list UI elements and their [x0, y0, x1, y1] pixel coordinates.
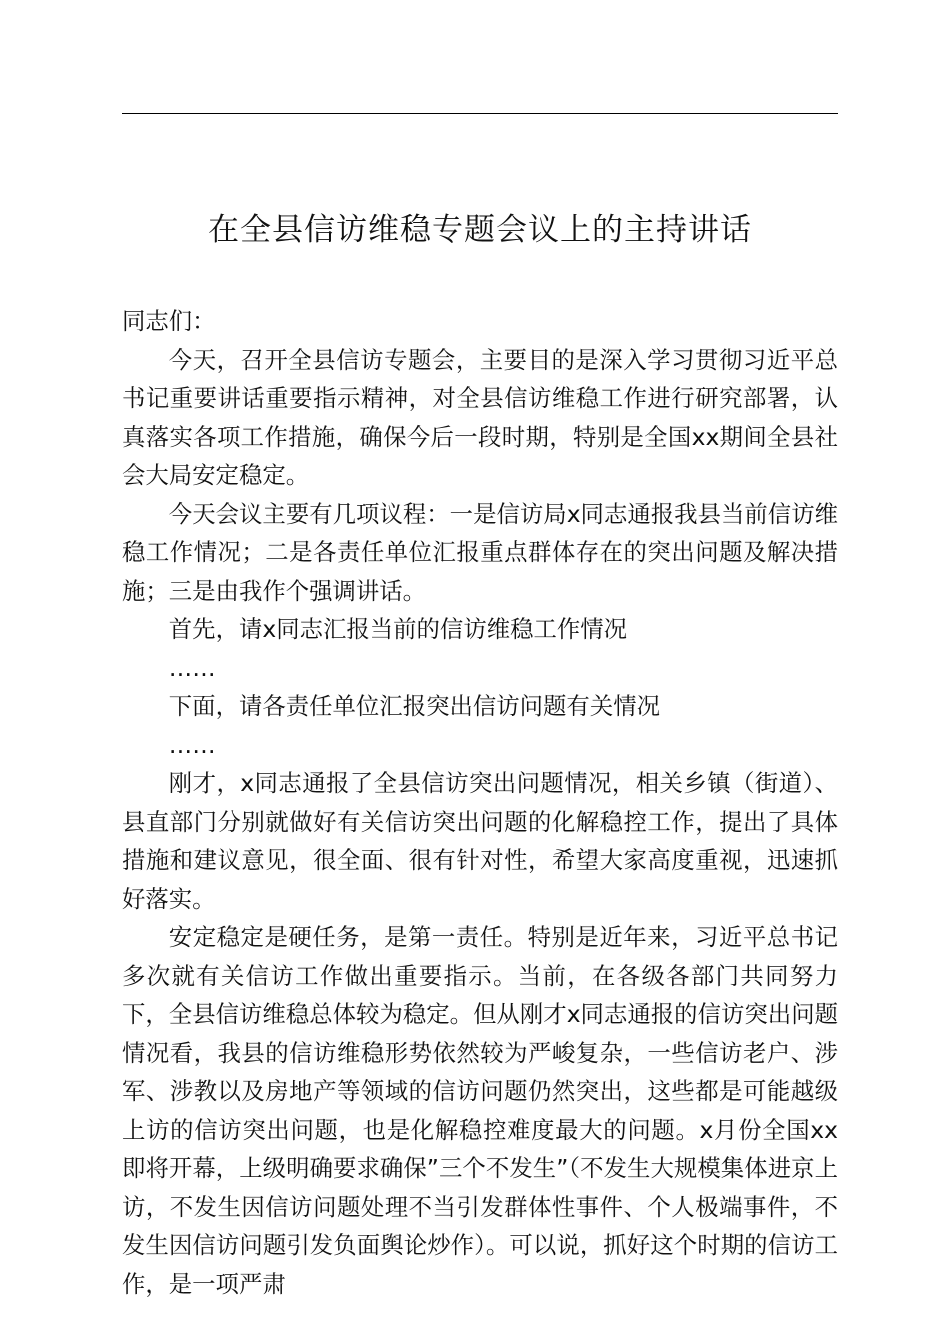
- document-title: 在全县信访维稳专题会议上的主持讲话: [208, 212, 752, 248]
- paragraph-stability: 安定稳定是硬任务，是第一责任。特别是近年来，习近平总书记多次就有关信访工作做出重要指示。当前，在各级各部门共同努力下，全县信访维稳总体较为稳定。但从刚才x同志通报的信访突出问题情况看，我县的信访维稳形势依然较为严峻复杂，一些信访老户、涉军、涉教以及房地产等领域的信访问题仍然突出，这些都是可能越级上访的信访突出问题，也是化解稳控难度最大的问题。x月份全国xx即将开幕，上级明确要求确保”三个不发生”（不发生大规模集体进京上访，不发生因信访问题处理不当引发群体性事件、个人极端事件，不发生因信访问题引发负面舆论炒作）。可以说，抓好这个时期的信访工作，是一项严肃: [122, 923, 838, 1298]
- paragraph-unit-reports: 下面，请各责任单位汇报突出信访问题有关情况: [168, 692, 660, 720]
- header-rule: [122, 113, 838, 114]
- document-body: [122, 302, 838, 1303]
- paragraph-ellipsis: ……: [168, 730, 216, 759]
- paragraph-summary: 刚才，x同志通报了全县信访突出问题情况，相关乡镇（街道）、县直部门分别就做好有关信访突出问题的化解稳控工作，提出了具体措施和建议意见，很全面、很有针对性，希望大家高度重视，迅速抓好落实。: [122, 769, 838, 913]
- paragraph-agenda: 今天会议主要有几项议程：一是信访局x同志通报我县当前信访维稳工作情况；二是各责任单位汇报重点群体存在的突出问题及解决措施；三是由我作个强调讲话。: [122, 499, 838, 605]
- salutation: 同志们：: [122, 307, 216, 335]
- paragraph-purpose: 今天，召开全县信访专题会，主要目的是深入学习贯彻习近平总书记重要讲话重要指示精神，对全县信访维稳工作进行研究部署，认真落实各项工作措施，确保今后一段时期，特别是全国xx期间全县社会大局安定稳定。: [122, 345, 838, 489]
- paragraph-ellipsis: ……: [168, 653, 216, 682]
- paragraph-first-report: 首先，请x同志汇报当前的信访维稳工作情况: [168, 615, 628, 643]
